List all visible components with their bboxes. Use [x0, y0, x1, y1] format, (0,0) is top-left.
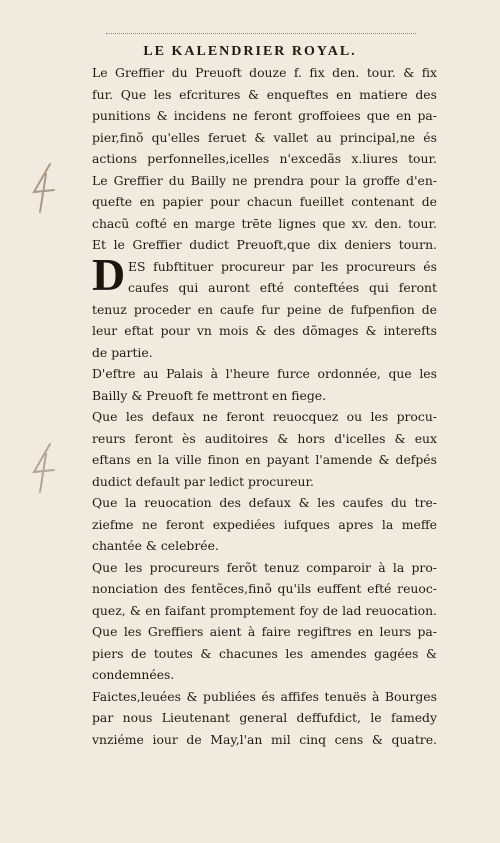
text-line: pier,finõ qu'elles feruet & vallet au principal,ne és: [92, 129, 437, 145]
text-line: vnziéme iour de May,l'an mil cinq cens & quatre.: [92, 731, 437, 747]
text-line: Que les defaux ne feront reuocquez ou les procu-: [92, 409, 437, 424]
text-line: leur eftat pour vn mois & des dõmages & interefts: [92, 323, 437, 338]
text-line: condemnées.: [92, 667, 175, 682]
text-line: quefte en papier pour chacun fueillet contenant de: [92, 194, 437, 209]
text-line: quez, & en faifant promptement foy de lad reuocation.: [92, 602, 437, 618]
text-line: Que les Greffiers aient à faire regiftres en leurs pa-: [92, 624, 437, 639]
text-line: actions perfonnelles,icelles n'excedãs x.liures tour.: [92, 151, 437, 166]
text-line: dudict default par ledict procureur.: [92, 473, 314, 489]
marginal-mark: [20, 160, 64, 220]
text-line: D'eftre au Palais à l'heure furce ordonnée, que les: [92, 366, 437, 381]
text-line: caufes qui auront efté conteftées qui feront: [128, 280, 437, 295]
text-line: chantée & celebrée.: [92, 538, 219, 553]
text-body: [92, 62, 437, 750]
running-header: LE KALENDRIER ROYAL.: [143, 44, 357, 59]
text-line: piers de toutes & chacunes les amendes gagées &: [92, 645, 437, 661]
text-line: Le Greffier du Preuoft douze f. fix den. tour. & fix: [92, 65, 437, 80]
marginal-mark: [20, 440, 64, 500]
drop-cap: D: [92, 249, 126, 300]
text-line: Faictes,leuées & publiées és affifes tenuës à Bourges: [92, 688, 437, 704]
text-line: eftans en la ville finon en payant l'amende & defpés: [92, 452, 437, 467]
text-line: fur. Que les efcritures & enqueftes en matiere des: [92, 86, 437, 102]
header-rule: [106, 33, 416, 35]
text-line: Le Greffier du Bailly ne prendra pour la groffe d'en-: [92, 172, 437, 188]
text-line: reurs feront ès auditoires & hors d'icelles & eux: [92, 430, 437, 446]
text-line: de partie.: [92, 344, 153, 360]
text-line: chacũ cofté en marge trēte lignes que xv. den. tour.: [92, 215, 437, 231]
text-line: Bailly & Preuoft fe mettront en fiege.: [92, 387, 327, 403]
text-line: ES fubftituer procureur par les procureurs és: [128, 258, 437, 274]
text-line: tenuz proceder en caufe fur peine de fufpenfion de: [92, 301, 437, 317]
text-line: punitions & incidens ne feront groffoiees que en pa-: [92, 108, 437, 123]
text-line: ziefme ne feront expediées iufques apres la meffe: [92, 516, 437, 532]
text-line: nonciation des fentẽces,finõ qu'ils euffent efté reuoc-: [92, 581, 437, 596]
text-line: Que les procureurs ferõt tenuz comparoir à la pro-: [92, 559, 437, 575]
text-line: Que la reuocation des defaux & les caufes du tre-: [92, 495, 437, 510]
text-line: par nous Lieutenant general deffufdict, le famedy: [92, 710, 437, 725]
text-line: Et le Greffier dudict Preuoft,que dix deniers tourn.: [92, 237, 437, 252]
